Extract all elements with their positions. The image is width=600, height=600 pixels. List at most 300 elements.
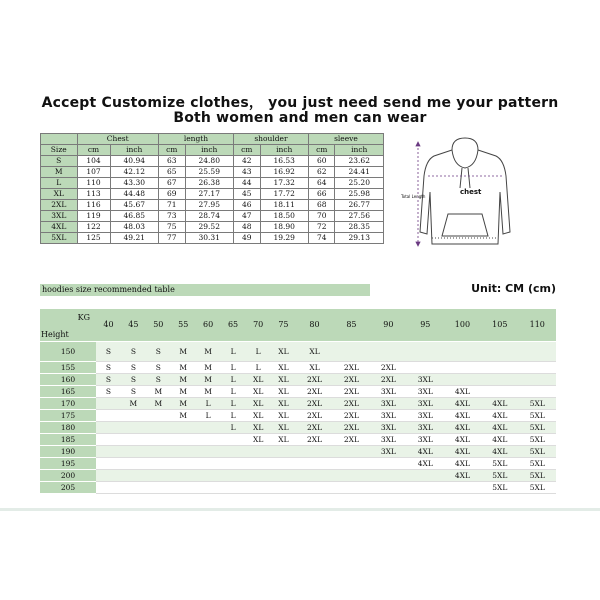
weight-header-cell: 65	[221, 309, 246, 341]
recommended-size-cell: M	[146, 385, 171, 397]
measurement-cell: 125	[77, 233, 110, 244]
size-chart-unit-header	[41, 145, 384, 156]
measurement-cell: 28.35	[335, 222, 384, 233]
measurement-cell: 17.72	[260, 189, 308, 200]
recommended-size-cell: 4XL	[481, 433, 518, 445]
measurement-cell: 66	[308, 189, 335, 200]
recommended-size-cell	[246, 481, 271, 493]
size-chart-unit: cm	[233, 145, 260, 156]
height-cell: 155	[40, 361, 96, 373]
measurement-cell: 25.20	[335, 178, 384, 189]
measurement-cell: 71	[158, 200, 185, 211]
size-chart-table	[40, 133, 384, 244]
heading-line-1: Accept Customize clothes， you just need send me your pattern	[41, 95, 559, 111]
table-row	[40, 361, 556, 373]
recommended-size-cell	[96, 457, 121, 469]
weight-header-cell: 45	[121, 309, 146, 341]
recommended-size-cell	[96, 469, 121, 481]
recommended-size-cell: M	[196, 341, 221, 361]
measurement-cell: 64	[308, 178, 335, 189]
recommended-size-cell	[370, 481, 407, 493]
recommended-size-cell: S	[96, 373, 121, 385]
height-cell: 165	[40, 385, 96, 397]
recommended-size-cell	[333, 445, 370, 457]
recommended-size-cell: 4XL	[444, 445, 481, 457]
table-row	[41, 200, 384, 211]
size-label-cell: 5XL	[41, 233, 78, 244]
recommended-size-cell: 4XL	[444, 409, 481, 421]
recommended-size-cell: 2XL	[370, 373, 407, 385]
recommended-size-cell: 4XL	[444, 421, 481, 433]
size-label-cell: 2XL	[41, 200, 78, 211]
recommended-size-cell: 2XL	[333, 421, 370, 433]
heading-line-2: Both women and men can wear	[173, 110, 427, 126]
measurement-cell: 27.95	[185, 200, 233, 211]
recommended-size-cell	[96, 409, 121, 421]
recommended-size-cell: XL	[271, 373, 296, 385]
table-row	[40, 469, 556, 481]
measurement-cell: 69	[158, 189, 185, 200]
recommended-size-cell	[444, 373, 481, 385]
measurement-cell: 70	[308, 211, 335, 222]
recommended-size-cell	[370, 457, 407, 469]
recommended-size-cell	[121, 421, 146, 433]
recommended-size-cell: 4XL	[407, 457, 444, 469]
recommended-size-cell: 5XL	[519, 481, 557, 493]
measurement-cell: 46.85	[110, 211, 158, 222]
measurement-cell: 113	[77, 189, 110, 200]
recommended-size-cell: 4XL	[481, 397, 518, 409]
recommended-size-cell: XL	[271, 385, 296, 397]
recommended-size-cell	[171, 421, 196, 433]
recommended-size-cell: S	[96, 341, 121, 361]
recommended-size-cell	[271, 457, 296, 469]
recommended-size-cell: L	[221, 421, 246, 433]
recommended-size-cell	[221, 433, 246, 445]
recommended-size-cell: XL	[271, 409, 296, 421]
recommended-size-cell: XL	[271, 421, 296, 433]
measurement-cell: 25.98	[335, 189, 384, 200]
recommended-size-cell	[171, 445, 196, 457]
measurement-cell: 24.41	[335, 167, 384, 178]
recommended-size-cell: 5XL	[519, 409, 557, 421]
measurement-cell: 72	[308, 222, 335, 233]
recommended-size-cell: 3XL	[370, 397, 407, 409]
recommended-size-cell	[407, 361, 444, 373]
recommended-size-cell: 3XL	[370, 421, 407, 433]
chest-label: chest	[460, 188, 482, 196]
hoodie-hood	[452, 150, 478, 168]
recommended-size-cell	[146, 481, 171, 493]
recommended-size-cell: 2XL	[333, 373, 370, 385]
measurement-cell: 67	[158, 178, 185, 189]
recommended-size-cell: 5XL	[519, 457, 557, 469]
height-cell: 190	[40, 445, 96, 457]
unit-label: Unit: CM (cm)	[471, 282, 556, 295]
recommended-size-cell: XL	[296, 341, 333, 361]
table-row	[40, 481, 556, 493]
recommended-size-cell	[121, 409, 146, 421]
height-cell: 170	[40, 397, 96, 409]
kg-height-corner	[40, 309, 96, 341]
measurement-cell: 68	[308, 200, 335, 211]
measurement-cell: 73	[158, 211, 185, 222]
weight-header-cell: 50	[146, 309, 171, 341]
measurement-cell: 46	[233, 200, 260, 211]
recommended-size-cell	[370, 469, 407, 481]
height-cell: 185	[40, 433, 96, 445]
recommended-size-cell	[171, 433, 196, 445]
weight-header-cell: 60	[196, 309, 221, 341]
recommended-size-cell	[519, 361, 557, 373]
recommended-size-cell: 4XL	[481, 409, 518, 421]
weight-header-cell: 70	[246, 309, 271, 341]
size-label-cell: 3XL	[41, 211, 78, 222]
recommended-size-cell	[481, 385, 518, 397]
size-recommendation-table	[40, 309, 556, 494]
height-cell: 150	[40, 341, 96, 361]
size-chart-unit: cm	[308, 145, 335, 156]
recommended-size-cell: 3XL	[370, 385, 407, 397]
recommended-size-cell	[96, 445, 121, 457]
recommended-size-cell: S	[121, 361, 146, 373]
recommended-size-cell	[121, 469, 146, 481]
recommended-size-cell	[407, 341, 444, 361]
recommended-size-cell	[196, 469, 221, 481]
recommended-size-cell: XL	[271, 397, 296, 409]
recommended-size-cell: XL	[246, 421, 271, 433]
measurement-cell: 40.94	[110, 156, 158, 167]
recommended-size-cell: 2XL	[333, 361, 370, 373]
measurement-cell: 49.21	[110, 233, 158, 244]
recommended-size-cell	[196, 421, 221, 433]
recommended-size-cell	[96, 481, 121, 493]
recommended-size-cell: 5XL	[481, 469, 518, 481]
recommended-size-cell: L	[221, 409, 246, 421]
measurement-cell: 77	[158, 233, 185, 244]
recommended-size-cell	[96, 421, 121, 433]
table-row	[40, 433, 556, 445]
table-row	[41, 211, 384, 222]
recommended-size-cell: 2XL	[296, 397, 333, 409]
recommended-size-cell	[121, 481, 146, 493]
height-label: Height	[41, 329, 69, 339]
recommended-size-cell: M	[171, 409, 196, 421]
recommended-size-cell: S	[96, 361, 121, 373]
recommended-size-cell	[519, 373, 557, 385]
recommended-size-cell: M	[171, 373, 196, 385]
recommended-size-cell: S	[146, 361, 171, 373]
size-chart-group: shoulder	[233, 134, 308, 145]
measurement-cell: 24.80	[185, 156, 233, 167]
measurement-cell: 44.48	[110, 189, 158, 200]
bottom-divider	[0, 508, 600, 511]
measurement-cell: 104	[77, 156, 110, 167]
recommended-size-cell: L	[246, 361, 271, 373]
height-cell: 160	[40, 373, 96, 385]
measurement-cell: 60	[308, 156, 335, 167]
recommended-size-cell: 2XL	[296, 385, 333, 397]
recommended-size-cell: S	[121, 385, 146, 397]
recommended-size-cell: L	[246, 341, 271, 361]
recommended-size-cell	[171, 457, 196, 469]
recommended-size-cell: 4XL	[481, 421, 518, 433]
weight-header-cell: 75	[271, 309, 296, 341]
table-row	[41, 189, 384, 200]
recommended-size-cell: 3XL	[407, 433, 444, 445]
measurement-cell: 29.13	[335, 233, 384, 244]
recommended-size-cell: 4XL	[444, 469, 481, 481]
measurement-cell: 28.74	[185, 211, 233, 222]
size-chart-group: length	[158, 134, 233, 145]
recommended-size-cell	[444, 341, 481, 361]
recommended-size-cell: XL	[246, 397, 271, 409]
recommended-size-cell	[121, 433, 146, 445]
recommended-size-cell: M	[196, 361, 221, 373]
measurement-cell: 26.38	[185, 178, 233, 189]
table-row	[41, 222, 384, 233]
measurement-cell: 48	[233, 222, 260, 233]
height-cell: 195	[40, 457, 96, 469]
recommended-size-cell: M	[121, 397, 146, 409]
measurement-cell: 19.29	[260, 233, 308, 244]
recommended-size-cell: M	[171, 341, 196, 361]
recommended-size-cell: XL	[246, 433, 271, 445]
hoodie-pocket	[442, 214, 488, 236]
measurement-cell: 18.50	[260, 211, 308, 222]
recommended-size-cell: 4XL	[444, 457, 481, 469]
recommended-size-cell: XL	[296, 361, 333, 373]
kg-label: KG	[77, 313, 90, 322]
table-row	[40, 421, 556, 433]
measurement-cell: 26.77	[335, 200, 384, 211]
measurement-cell: 44	[233, 178, 260, 189]
size-label-cell: XL	[41, 189, 78, 200]
recommended-size-cell	[296, 445, 333, 457]
recommended-size-cell: L	[196, 397, 221, 409]
recommended-size-cell	[296, 481, 333, 493]
table-row	[41, 167, 384, 178]
total-length-label: Total Length	[401, 194, 426, 199]
recommended-size-cell: S	[121, 373, 146, 385]
measurement-cell: 18.90	[260, 222, 308, 233]
weight-header-cell: 105	[481, 309, 518, 341]
height-cell: 200	[40, 469, 96, 481]
recommended-size-cell	[196, 481, 221, 493]
recommended-size-cell: M	[196, 373, 221, 385]
height-cell: 180	[40, 421, 96, 433]
recommended-size-cell	[96, 397, 121, 409]
weight-header-row	[40, 309, 556, 341]
recommended-size-cell	[121, 445, 146, 457]
measurement-cell: 49	[233, 233, 260, 244]
recommended-size-cell	[246, 469, 271, 481]
recommended-size-cell: 2XL	[296, 373, 333, 385]
weight-header-cell: 55	[171, 309, 196, 341]
weight-header-cell: 40	[96, 309, 121, 341]
recommended-size-cell: XL	[271, 361, 296, 373]
recommended-size-cell: L	[196, 409, 221, 421]
recommended-size-cell: 2XL	[333, 385, 370, 397]
measurement-cell: 45.67	[110, 200, 158, 211]
table-row	[40, 373, 556, 385]
recommended-size-cell: 5XL	[481, 481, 518, 493]
measurement-cell: 110	[77, 178, 110, 189]
measurement-cell: 74	[308, 233, 335, 244]
recommended-size-cell	[271, 481, 296, 493]
recommended-size-cell: XL	[246, 373, 271, 385]
recommended-size-cell	[296, 457, 333, 469]
recommended-size-cell	[444, 481, 481, 493]
recommended-size-cell	[481, 361, 518, 373]
recommended-size-cell	[271, 469, 296, 481]
weight-header-cell: 95	[407, 309, 444, 341]
measurement-cell: 63	[158, 156, 185, 167]
measurement-cell: 27.56	[335, 211, 384, 222]
recommended-size-cell	[146, 457, 171, 469]
measurement-cell: 27.17	[185, 189, 233, 200]
recommended-size-cell	[519, 341, 557, 361]
recommended-size-cell: L	[221, 385, 246, 397]
recommended-size-cell	[221, 481, 246, 493]
recommended-size-cell: S	[146, 341, 171, 361]
recommended-size-cell	[407, 469, 444, 481]
table-row	[41, 233, 384, 244]
measurement-cell: 48.03	[110, 222, 158, 233]
recommended-size-cell	[333, 341, 370, 361]
table-row	[40, 445, 556, 457]
recommended-size-cell: 4XL	[407, 445, 444, 457]
recommended-size-cell	[444, 361, 481, 373]
measurement-cell: 30.31	[185, 233, 233, 244]
measurement-cell: 16.53	[260, 156, 308, 167]
recommended-size-cell	[246, 445, 271, 457]
recommended-size-cell: 3XL	[370, 445, 407, 457]
recommended-size-cell	[146, 409, 171, 421]
recommended-size-cell: 5XL	[519, 421, 557, 433]
recommended-size-cell: 2XL	[296, 421, 333, 433]
size-label-cell: L	[41, 178, 78, 189]
measurement-cell: 62	[308, 167, 335, 178]
recommended-size-cell: S	[121, 341, 146, 361]
recommended-size-cell	[519, 385, 557, 397]
height-cell: 175	[40, 409, 96, 421]
recommended-size-cell: 4XL	[444, 397, 481, 409]
measurement-cell: 17.32	[260, 178, 308, 189]
recommended-size-cell: XL	[246, 385, 271, 397]
size-chart-unit: inch	[335, 145, 384, 156]
table-row	[40, 457, 556, 469]
size-label-cell: M	[41, 167, 78, 178]
recommended-size-cell: 2XL	[296, 433, 333, 445]
recommended-size-cell: 4XL	[444, 385, 481, 397]
measurement-cell: 25.59	[185, 167, 233, 178]
weight-header-cell: 110	[519, 309, 557, 341]
measurement-cell: 116	[77, 200, 110, 211]
measurement-cell: 29.52	[185, 222, 233, 233]
measurement-cell: 47	[233, 211, 260, 222]
recommended-size-cell	[196, 445, 221, 457]
recommended-size-cell: XL	[271, 433, 296, 445]
recommended-size-cell: 4XL	[481, 445, 518, 457]
measurement-cell: 119	[77, 211, 110, 222]
recommended-size-cell: M	[171, 361, 196, 373]
recommended-size-cell: 2XL	[333, 433, 370, 445]
size-chart-unit: inch	[260, 145, 308, 156]
measurement-cell: 107	[77, 167, 110, 178]
measurement-cell: 45	[233, 189, 260, 200]
weight-header-cell: 80	[296, 309, 333, 341]
recommended-size-cell	[121, 457, 146, 469]
recommended-size-cell: L	[221, 341, 246, 361]
recommended-size-cell	[96, 433, 121, 445]
size-chart-unit: cm	[158, 145, 185, 156]
recommended-size-cell: XL	[271, 341, 296, 361]
hoodie-measurement-diagram	[400, 136, 530, 254]
recommended-size-cell: 3XL	[407, 373, 444, 385]
recommended-size-cell: 5XL	[519, 433, 557, 445]
recommended-size-cell	[481, 373, 518, 385]
measurement-cell: 18.11	[260, 200, 308, 211]
recommended-size-cell	[296, 469, 333, 481]
recommended-size-cell: M	[171, 397, 196, 409]
table-row	[40, 341, 556, 361]
recommended-size-cell	[146, 433, 171, 445]
recommended-size-cell: XL	[246, 409, 271, 421]
recommended-size-cell	[171, 481, 196, 493]
measurement-cell: 122	[77, 222, 110, 233]
recommended-size-cell: 2XL	[370, 361, 407, 373]
recommended-size-cell: 5XL	[519, 397, 557, 409]
recommended-size-cell	[333, 457, 370, 469]
recommended-size-cell: 5XL	[519, 469, 557, 481]
recommended-size-cell: L	[221, 373, 246, 385]
recommended-size-cell: S	[96, 385, 121, 397]
size-chart-group: sleeve	[308, 134, 383, 145]
measurement-cell: 42.12	[110, 167, 158, 178]
recommended-size-cell: 2XL	[333, 409, 370, 421]
recommended-size-cell: L	[221, 361, 246, 373]
recommended-size-cell: 2XL	[333, 397, 370, 409]
recommended-size-cell	[146, 421, 171, 433]
recommended-size-cell	[221, 457, 246, 469]
recommended-size-cell: M	[146, 397, 171, 409]
recommended-size-cell	[407, 481, 444, 493]
recommended-size-cell	[481, 341, 518, 361]
measurement-cell: 16.92	[260, 167, 308, 178]
size-label-cell: S	[41, 156, 78, 167]
recommended-size-cell	[246, 457, 271, 469]
size-chart-group-header	[41, 134, 384, 145]
recommended-size-cell: 4XL	[444, 433, 481, 445]
table-row	[41, 156, 384, 167]
measurement-cell: 43	[233, 167, 260, 178]
recommended-size-cell: S	[146, 373, 171, 385]
size-chart-unit: inch	[110, 145, 158, 156]
size-chart-corner	[41, 134, 78, 145]
recommended-size-cell: 2XL	[296, 409, 333, 421]
measurement-cell: 43.30	[110, 178, 158, 189]
recommended-size-cell	[333, 481, 370, 493]
recommended-size-cell: 5XL	[519, 445, 557, 457]
recommended-size-cell: L	[221, 397, 246, 409]
size-chart-unit: inch	[185, 145, 233, 156]
recommended-size-cell	[333, 469, 370, 481]
size-chart-group: Chest	[77, 134, 158, 145]
table-row	[40, 397, 556, 409]
measurement-cell: 23.62	[335, 156, 384, 167]
size-label-cell: 4XL	[41, 222, 78, 233]
